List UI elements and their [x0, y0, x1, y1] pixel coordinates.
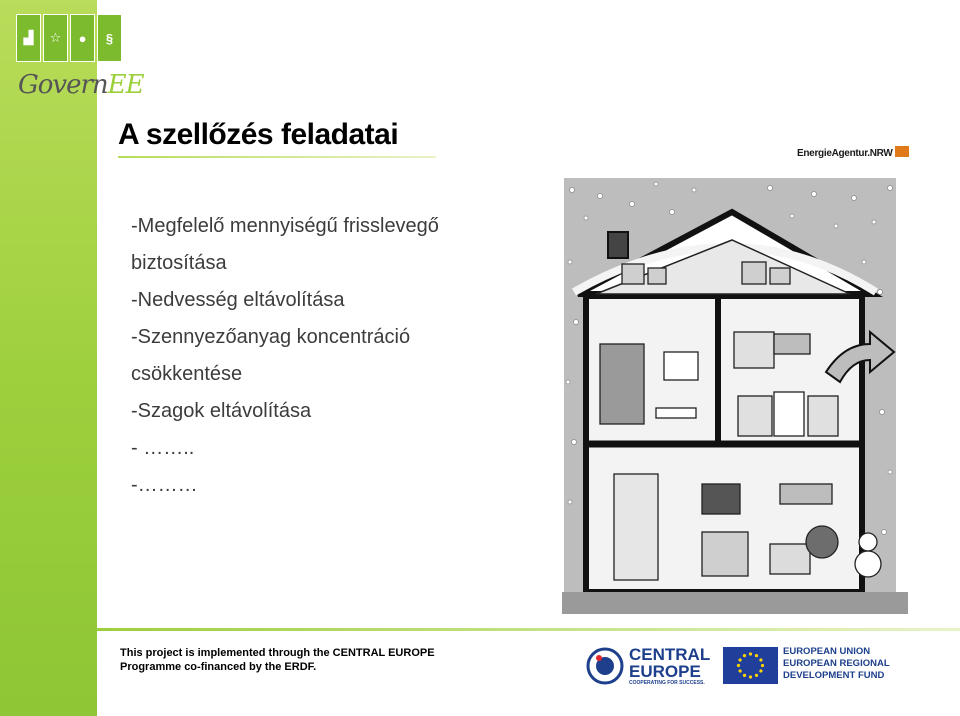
- bullet-item: - ……..: [131, 437, 195, 459]
- eu-flag-icon: [723, 647, 778, 684]
- logo-tile-section-icon: §: [97, 14, 122, 62]
- logo-wordmark-govern: Govern: [18, 70, 108, 100]
- footer-funding-note: [120, 646, 560, 674]
- bullet-item: csökkentése: [131, 363, 243, 385]
- logo-tiles: [16, 14, 122, 62]
- logo-wordmark-ee: EE: [107, 70, 144, 100]
- eu-label-line-3: DEVELOPMENT FUND: [783, 670, 885, 681]
- governee-logo: [16, 14, 144, 100]
- slide-title: A szellőzés feladatai: [118, 118, 399, 151]
- footer-divider: [97, 628, 960, 631]
- eu-label-line-2: EUROPEAN REGIONAL: [783, 658, 890, 669]
- central-europe-wordmark: [629, 646, 710, 680]
- house-illustration: [552, 172, 908, 616]
- bullet-item: -Szagok eltávolítása: [131, 400, 312, 422]
- bullet-item: -Szennyezőanyag koncentráció: [131, 326, 411, 348]
- logo-tile-leaf-icon: ☆: [43, 14, 68, 62]
- title-underline: [118, 156, 436, 158]
- bullet-item: -Megfelelő mennyiségű frisslevegő: [131, 215, 439, 237]
- central-europe-logo: [585, 646, 715, 686]
- footer-line-2: Programme co-financed by the ERDF.: [120, 661, 317, 673]
- energieagentur-mark-icon: [895, 146, 909, 157]
- central-europe-word-1: CENTRAL: [629, 645, 711, 664]
- logo-tile-bulb-icon: ●: [70, 14, 95, 62]
- central-europe-emblem-icon: [585, 646, 625, 686]
- bullet-item: biztosítása: [131, 252, 227, 274]
- logo-tile-building-icon: ▟: [16, 14, 41, 62]
- bullet-list: [131, 208, 531, 504]
- bullet-item: -………: [131, 474, 198, 496]
- central-europe-tagline: COOPERATING FOR SUCCESS.: [629, 680, 705, 686]
- footer-line-1: This project is implemented through the CENTRAL EUROPE: [120, 647, 435, 659]
- eu-fund-label: [783, 646, 890, 682]
- central-europe-word-2: EUROPE: [629, 662, 701, 681]
- side-accent-bar: [0, 0, 97, 716]
- energieagentur-logo: [797, 146, 909, 159]
- eu-label-line-1: EUROPEAN UNION: [783, 646, 871, 657]
- energieagentur-logo-text: EnergieAgentur.NRW: [797, 148, 893, 159]
- logo-wordmark: [18, 70, 144, 100]
- bullet-item: -Nedvesség eltávolítása: [131, 289, 345, 311]
